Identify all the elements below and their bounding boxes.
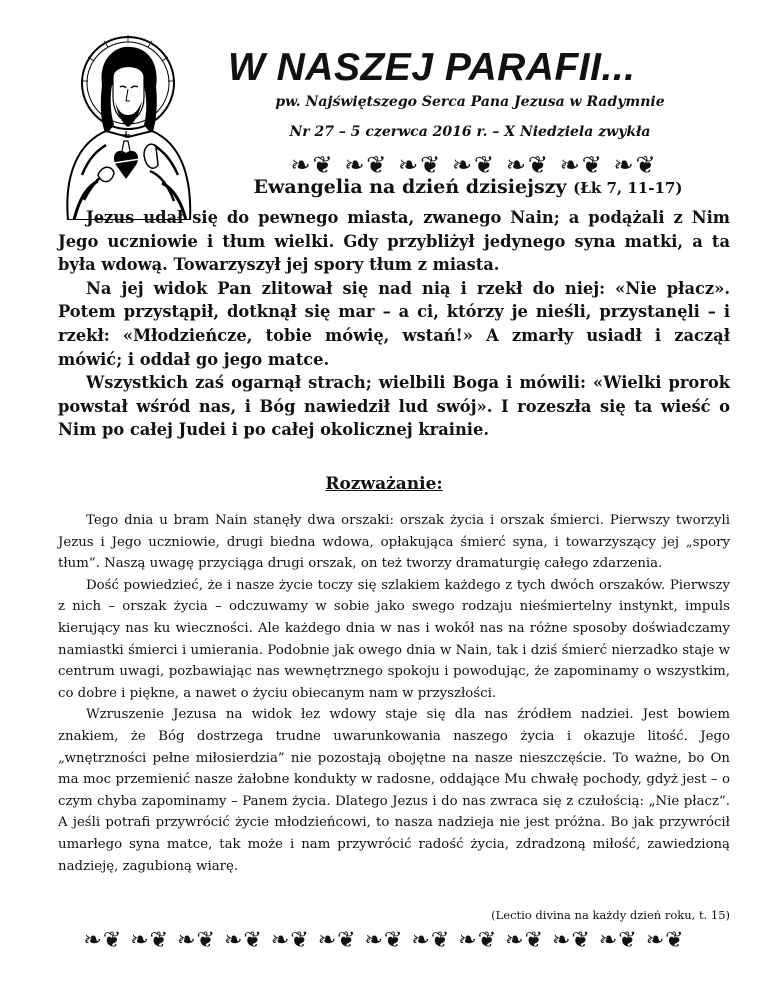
gospel-text bbox=[58, 206, 730, 442]
gospel-heading-text: Ewangelia na dzień dzisiejszy bbox=[253, 176, 567, 198]
gospel-reference: (Łk 7, 11-17) bbox=[573, 179, 683, 197]
gospel-paragraph: Na jej widok Pan zlitował się nad nią i rzekł do niej: «Nie płacz». Potem przystąpił, dotknął się mar – a ci, którzy je nieśli, przystanęli – i rzekł: «Młodzieńcze, tobie mówię, wstań!» A zmarły usiadł i zaczął mówić; i oddał go jego matce. bbox=[58, 278, 730, 369]
reflection-paragraph: Wzruszenie Jezusa na widok łez wdowy staje się dla nas źródłem nadziei. Jest bowiem znakiem, że Bóg dostrzega trudne uwarunkowania naszego życia i okazuje litość. Jego „wnętrzności pełne miłosierdzia” nie pozostają obojętne na nasze nieszczęście. To ważne, bo On ma moc przemienić nasze żałobne kondukty w radosne, oddające Mu chwałę pochody, gdyż jest – o czym chyba zapominamy – Panem życia. Dlatego Jezus i do nas zwraca się z czułością: „Nie płacz”. A jeśli potrafi przywrócić życie młodzieńcowi, to nasza nadzieja nie jest próżna. Bo jak przywrócił umarłego syna matce, tak może i nam przywrócić radość życia, zdradzoną miłość, zawiedzioną nadzieję, zagubioną wiarę. bbox=[58, 707, 730, 874]
reflection-paragraph: Dość powiedzieć, że i nasze życie toczy się szlakiem każdego z tych dwóch orszaków. Pierwszy z nich – orszak życia – odczuwamy w sobie jako swego rodzaju nieśmiertelny instynkt, impuls kierujący nas ku wieczności. Ale każdego dnia w nas i wokół nas na różne sposoby doświadczamy namiastki śmierci i umierania. Podobnie jak owego dnia w Nain, tak i dziś śmierć nierzadko staje w centrum uwagi, pozbawiając nas wewnętrznego spokoju i powodując, że zapominamy o wszystkim, co dobre i piękne, a nawet o życiu obiecanym nam w przyszłości. bbox=[58, 577, 730, 701]
reflection-source: (Lectio divina na każdy dzień roku, t. 15) bbox=[491, 908, 730, 922]
reflection-paragraph: Tego dnia u bram Nain stanęły dwa orszaki: orszak życia i orszak śmierci. Pierwszy tworzyli Jezus i Jego uczniowie, drugi biedna wdowa, opłakująca śmierć syna, i towarzyszący jej „spory tłum”. Naszą uwagę przyciąga drugi orszak, on też tworzy dramaturgię całego zdarzenia. bbox=[58, 513, 730, 572]
reflection-heading: Rozważanie: bbox=[325, 474, 443, 494]
reflection-text bbox=[58, 510, 730, 877]
parish-subtitle: pw. Najświętszego Serca Pana Jezusa w Radymnie bbox=[275, 94, 665, 110]
gospel-paragraph: Wszystkich zaś ogarnął strach; wielbili Boga i mówili: «Wielki prorok powstał wśród nas, i Bóg nawiedził lud swój». I rozeszła się ta wieść o Nim po całej Judei i po całej okolicznej krainie. bbox=[58, 373, 730, 440]
sacred-heart-portrait bbox=[40, 25, 215, 220]
issue-line: Nr 27 – 5 czerwca 2016 r. – X Niedziela zwykła bbox=[289, 124, 651, 140]
ornament-divider-top: ❧❦ ❧❦ ❧❦ ❧❦ ❧❦ ❧❦ ❧❦ bbox=[290, 151, 658, 179]
gospel-heading bbox=[218, 176, 718, 198]
bulletin-title: W NASZEJ PARAFII... bbox=[228, 46, 636, 89]
gospel-paragraph: Jezus udał się do pewnego miasta, zwanego Nain; a podążali z Nim Jego uczniowie i tłum wielki. Gdy przybliżył jedynego syna matki, a ta była wdową. Towarzyszył jej spory tłum z miasta. bbox=[58, 208, 730, 275]
bulletin-header bbox=[0, 0, 768, 180]
ornament-divider-bottom: ❧❦ ❧❦ ❧❦ ❧❦ ❧❦ ❧❦ ❧❦ ❧❦ ❧❦ ❧❦ ❧❦ ❧❦ ❧❦ bbox=[83, 928, 685, 953]
